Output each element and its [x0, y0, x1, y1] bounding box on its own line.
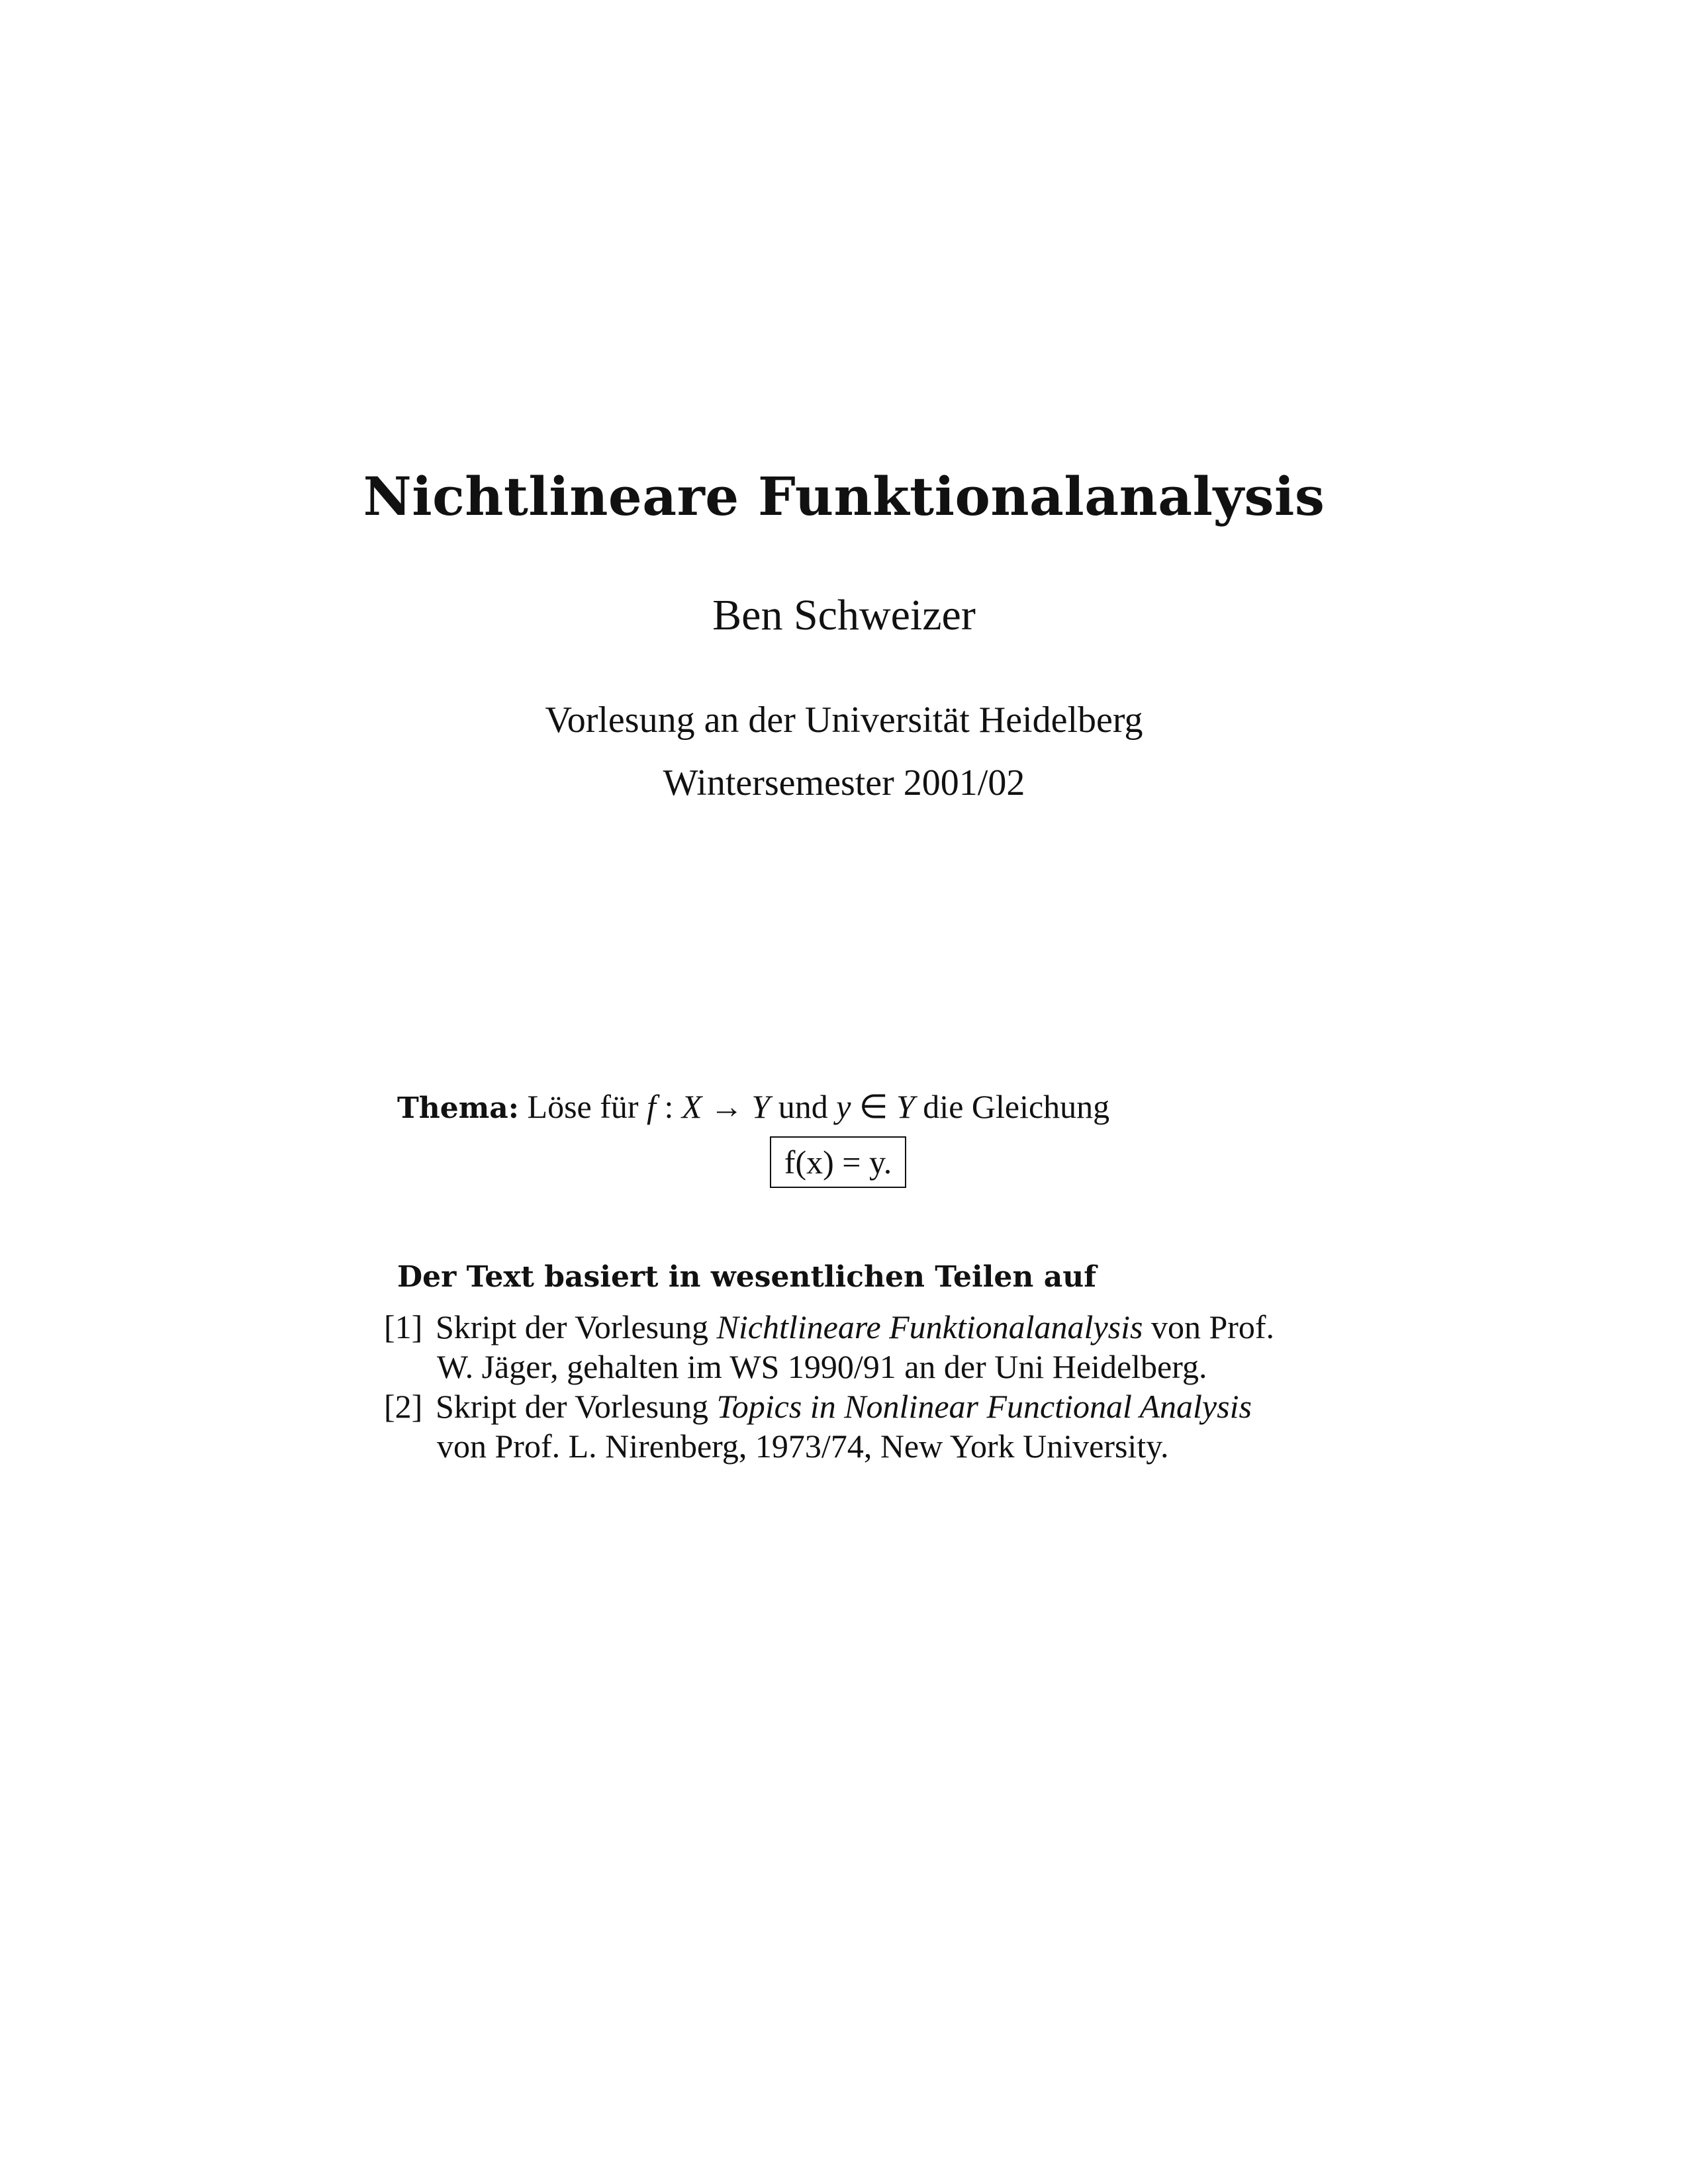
reference-item [384, 1307, 1344, 1387]
math-X: X [681, 1088, 702, 1125]
math-colon: : [655, 1088, 682, 1125]
references-heading: Der Text basiert in wesentlichen Teilen auf [397, 1260, 1097, 1294]
reference-suffix: von Prof. [1150, 1308, 1275, 1345]
reference-number: [1] [384, 1308, 423, 1345]
reference-number: [2] [384, 1388, 423, 1425]
math-element-of: ∈ [851, 1088, 896, 1125]
math-Y: Y [751, 1088, 771, 1125]
reference-line [384, 1387, 1344, 1426]
thema-statement [397, 1085, 1109, 1130]
math-arrow: → [702, 1088, 752, 1125]
reference-continuation: W. Jäger, gehalten im WS 1990/91 an der Uni Heidelberg. [437, 1348, 1207, 1385]
reference-continuation: von Prof. L. Nirenberg, 1973/74, New York University. [437, 1428, 1169, 1465]
reference-work-title: Nichtlineare Funktionalanalysis [716, 1308, 1143, 1345]
document-title: Nichtlineare Funktionalanalysis [363, 465, 1325, 527]
lecture-semester: Wintersemester 2001/02 [663, 762, 1025, 803]
thema-text-end: die Gleichung [914, 1088, 1110, 1125]
reference-work-title: Topics in Nonlinear Functional Analysis [716, 1388, 1252, 1425]
thema-und: und [770, 1088, 837, 1125]
math-f: f [647, 1088, 656, 1125]
reference-prefix: Skript der Vorlesung [436, 1308, 709, 1345]
thema-text-start: Löse für [527, 1088, 639, 1125]
math-y: y [836, 1088, 851, 1125]
thema-label: Thema: [397, 1091, 520, 1125]
math-Y-target: Y [896, 1088, 915, 1125]
reference-item [384, 1387, 1344, 1466]
lecture-institution: Vorlesung an der Universität Heidelberg [545, 700, 1143, 741]
author-name: Ben Schweizer [712, 591, 976, 639]
reference-prefix: Skript der Vorlesung [436, 1388, 709, 1425]
reference-line [384, 1307, 1344, 1347]
boxed-equation: f(x) = y. [770, 1136, 906, 1188]
